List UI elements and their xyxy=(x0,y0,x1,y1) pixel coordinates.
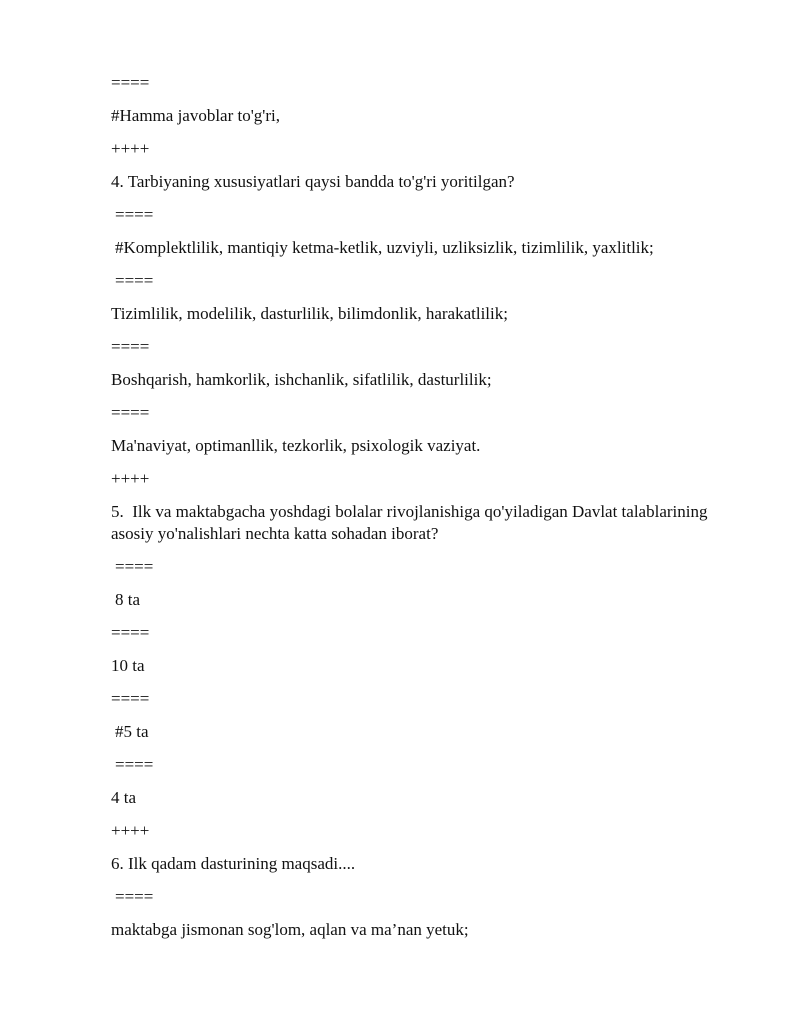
answer-option: 8 ta xyxy=(115,590,141,609)
separator-line: ==== xyxy=(115,887,154,906)
separator-line: ==== xyxy=(111,689,150,708)
question-separator: ++++ xyxy=(111,821,150,840)
separator-line: ==== xyxy=(111,73,150,92)
answer-option: Tizimlilik, modelilik, dasturlilik, bilimdonlik, harakatlilik; xyxy=(111,304,508,323)
question-5: 5. Ilk va maktabgacha yoshdagi bolalar rivojlanishiga qo'yiladigan Davlat talablarining asosiy yo'nalishlari nechta katta sohadan iborat? xyxy=(111,502,712,543)
separator-line: ==== xyxy=(111,337,150,356)
question-4: 4. Tarbiyaning xususiyatlari qaysi bandda to'g'ri yoritilgan? xyxy=(111,172,515,191)
separator-line: ==== xyxy=(115,271,154,290)
question-separator: ++++ xyxy=(111,469,150,488)
answer-option: #Komplektlilik, mantiqiy ketma-ketlik, uzviyli, uzliksizlik, tizimlilik, yaxlitlik; xyxy=(115,238,654,257)
separator-line: ==== xyxy=(115,557,154,576)
separator-line: ==== xyxy=(115,755,154,774)
question-6: 6. Ilk qadam dasturining maqsadi.... xyxy=(111,854,356,873)
document-body xyxy=(111,72,711,952)
separator-line: ==== xyxy=(115,205,154,224)
answer-option: #5 ta xyxy=(115,722,149,741)
answer-option: maktabga jismonan sog'lom, aqlan va ma’nan yetuk; xyxy=(111,920,469,939)
separator-line: ==== xyxy=(111,403,150,422)
answer-option: 10 ta xyxy=(111,656,145,675)
answer-option: #Hamma javoblar to'g'ri, xyxy=(111,106,280,125)
answer-option: Ma'naviyat, optimanllik, tezkorlik, psixologik vaziyat. xyxy=(111,436,481,455)
answer-option: Boshqarish, hamkorlik, ishchanlik, sifatlilik, dasturlilik; xyxy=(111,370,492,389)
answer-option: 4 ta xyxy=(111,788,137,807)
question-separator: ++++ xyxy=(111,139,150,158)
separator-line: ==== xyxy=(111,623,150,642)
